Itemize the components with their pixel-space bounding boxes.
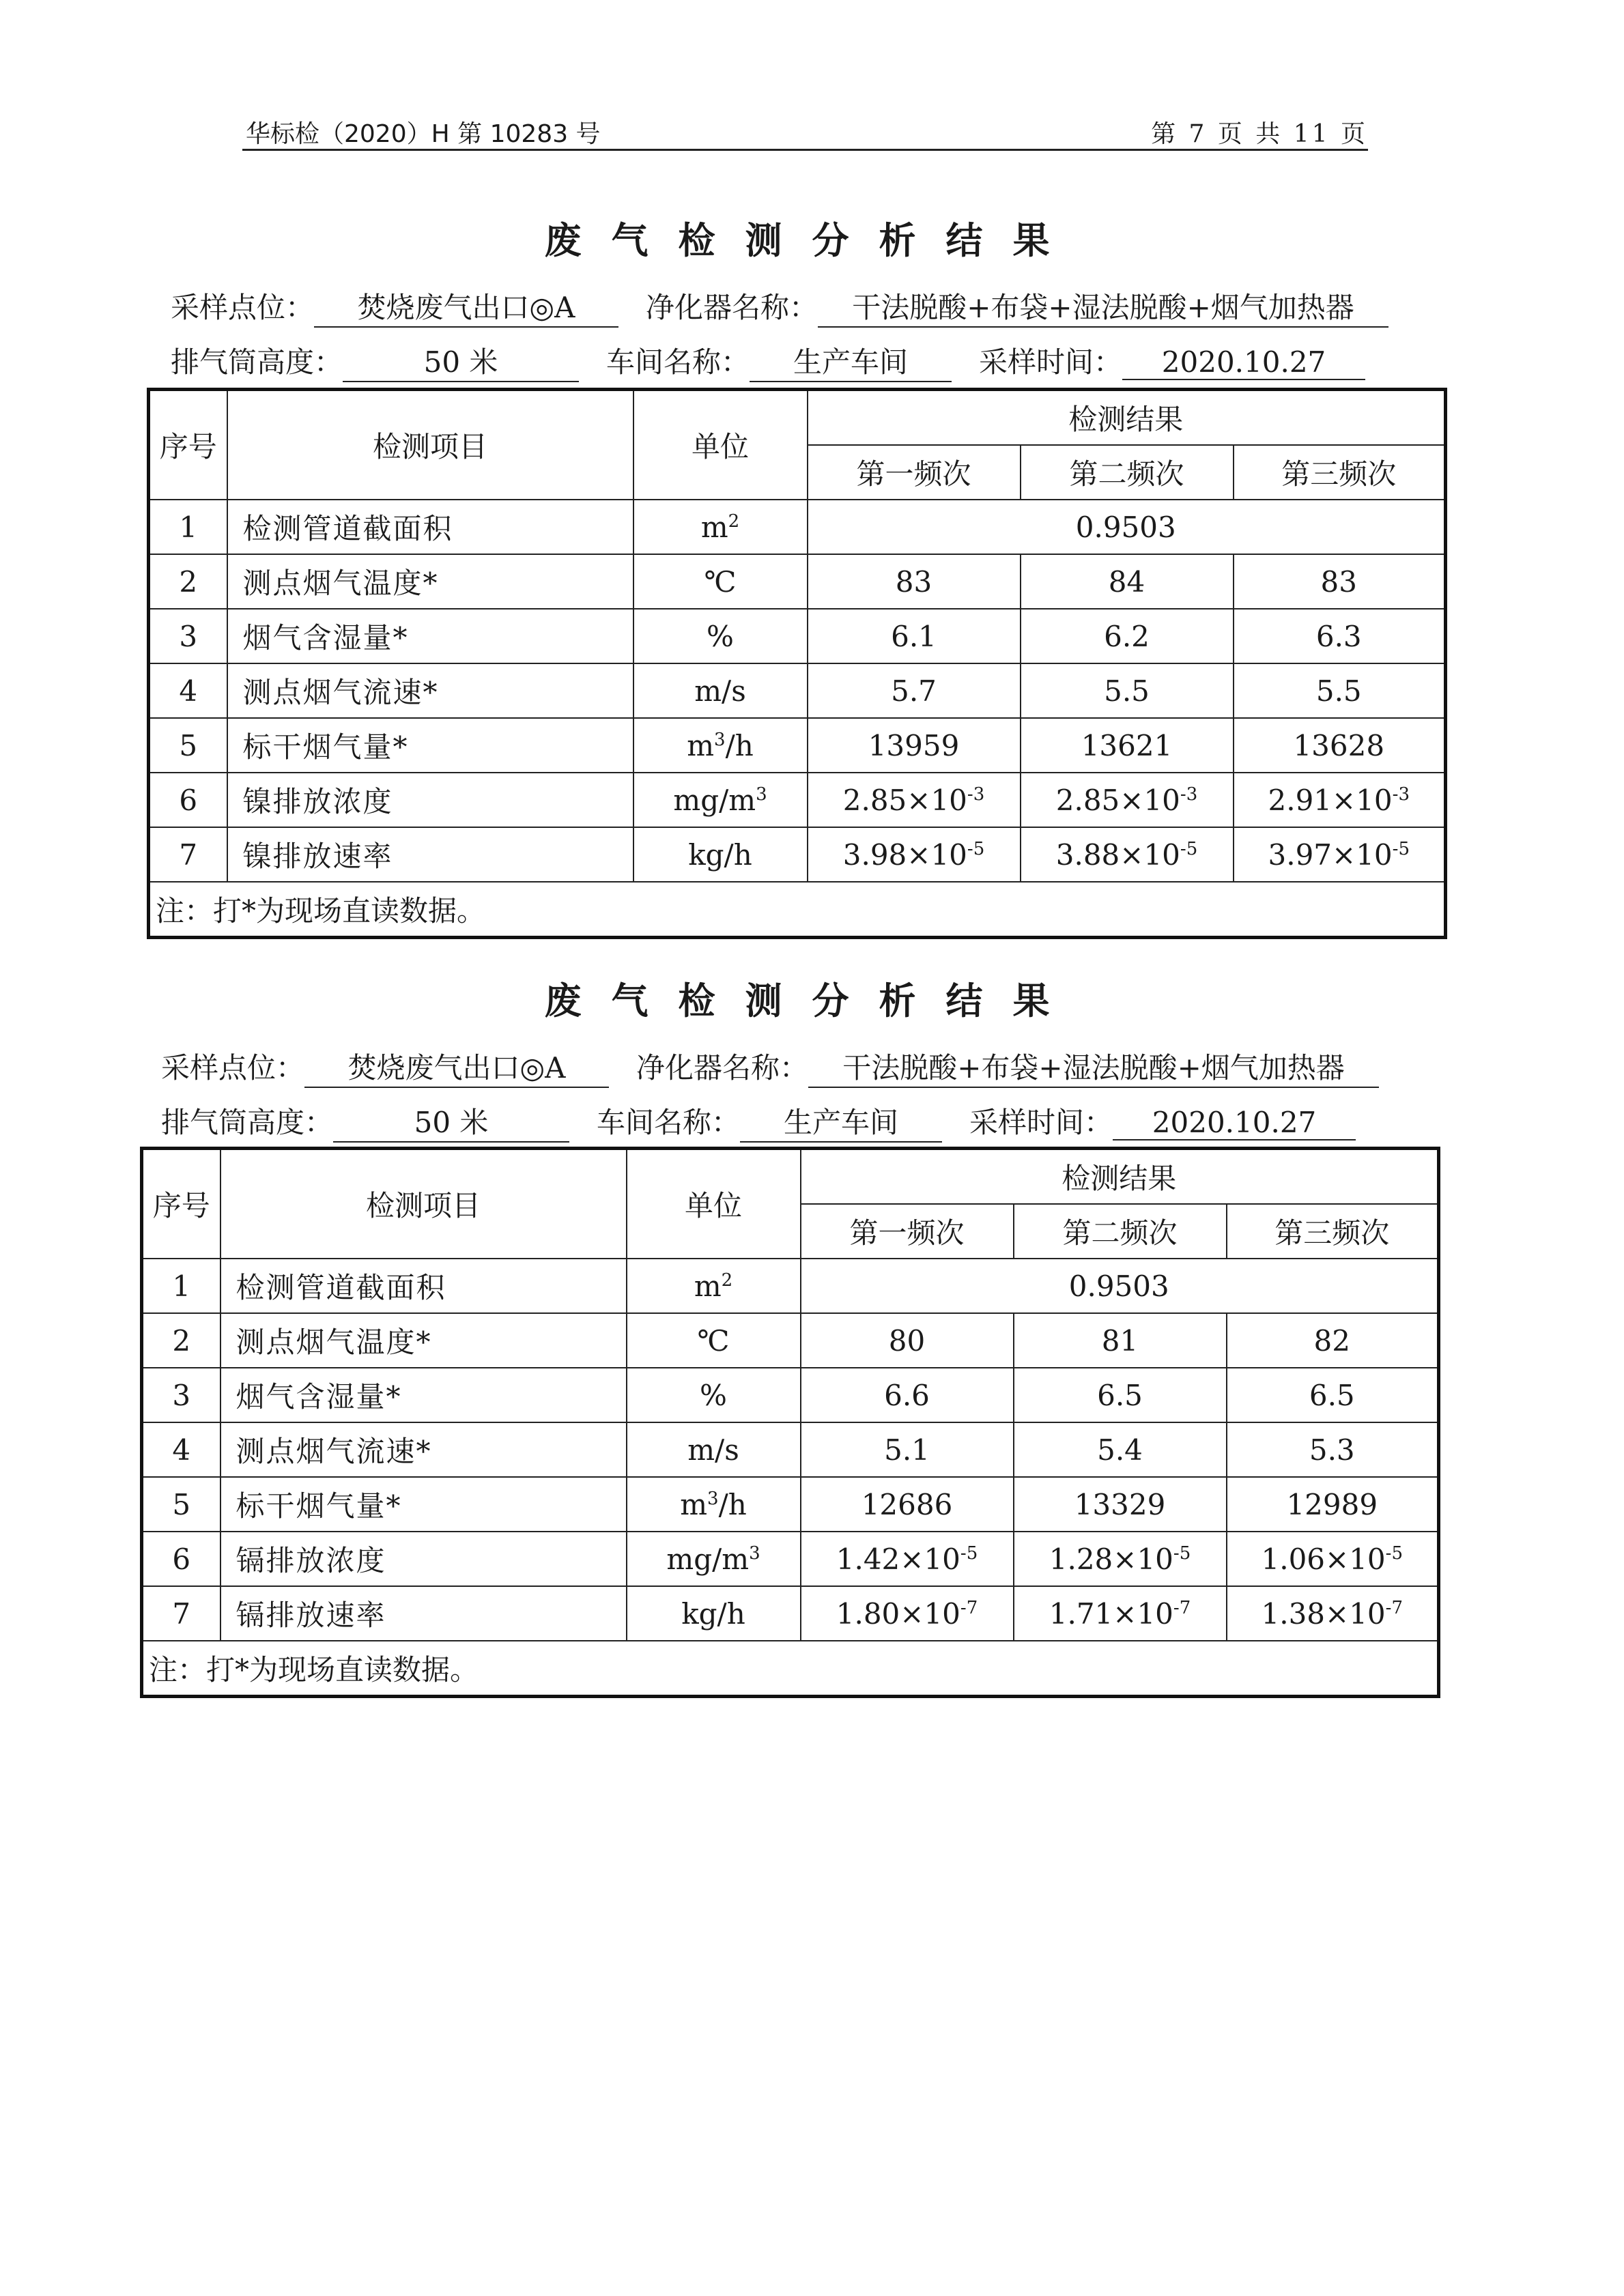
unit-base: m [687,728,715,762]
value-mantissa: 1.38×10 [1261,1596,1386,1631]
col-header-unit: 单位 [633,390,808,500]
value-exponent: -7 [1173,1597,1191,1618]
row-number: 3 [142,1368,220,1422]
item-name: 测点烟气温度* [220,1313,627,1368]
value-mantissa: 6.1 [891,619,937,653]
item-name: 镍排放速率 [227,827,633,882]
value-mantissa: 13621 [1081,728,1173,762]
value-mantissa: 1.71×10 [1049,1596,1173,1631]
value-exponent: -5 [960,1542,978,1564]
value-mantissa: 5.5 [1104,674,1150,708]
value-cell [1234,827,1446,882]
col-header-frequency: 第一频次 [808,445,1021,500]
value-cell [1021,773,1234,827]
value-exponent: -7 [1385,1597,1403,1618]
note-row [149,882,1446,938]
item-name: 测点烟气流速* [227,663,633,718]
header-divider [242,149,1368,151]
value-mantissa: 81 [1101,1323,1139,1358]
merged-value: 0.9503 [808,500,1446,554]
value-cell [1234,773,1446,827]
value-exponent: -5 [1173,1542,1191,1564]
value-mantissa: 83 [1320,564,1357,599]
value-cell [1234,554,1446,609]
unit-base: % [700,1378,727,1412]
unit-cell [627,1477,801,1532]
value-cell [1227,1477,1439,1532]
row-number: 5 [149,718,227,773]
row-number: 4 [149,663,227,718]
value-mantissa: 5.7 [891,674,937,708]
unit-cell [627,1422,801,1477]
value-mantissa: 82 [1313,1323,1350,1358]
stack-height-label: 排气筒高度： [161,1106,334,1139]
unit-cell [633,500,808,554]
value-cell [1021,827,1234,882]
value-cell [801,1313,1014,1368]
unit-base: kg/h [681,1596,745,1631]
row-number: 3 [149,609,227,663]
table-row [149,554,1446,609]
value-cell [1014,1532,1227,1586]
value-cell [808,663,1021,718]
col-header-frequency: 第三频次 [1234,445,1446,500]
table-row [149,609,1446,663]
note-row [142,1641,1439,1697]
value-mantissa: 6.6 [884,1378,930,1412]
value-cell [1021,663,1234,718]
value-cell [1227,1586,1439,1641]
info-line-stack [171,340,1365,382]
row-number: 2 [142,1313,220,1368]
value-mantissa: 6.2 [1104,619,1150,653]
row-number: 2 [149,554,227,609]
info-line-sampling [171,285,1388,328]
value-mantissa: 3.88×10 [1055,837,1180,872]
purifier-value: 干法脱酸+布袋+湿法脱酸+烟气加热器 [808,1046,1379,1088]
value-exponent: -3 [967,784,985,805]
item-name: 标干烟气量* [227,718,633,773]
unit-cell [633,718,808,773]
col-header-frequency: 第二频次 [1021,445,1234,500]
value-exponent: -5 [1180,838,1198,859]
unit-cell [633,773,808,827]
value-mantissa: 5.4 [1097,1433,1143,1467]
sampling-time-label: 采样时间： [979,345,1123,379]
value-exponent: -5 [1385,1542,1403,1564]
workshop-value: 生产车间 [740,1100,942,1143]
value-cell [1234,609,1446,663]
value-exponent: -5 [1392,838,1410,859]
info-line-sampling [161,1046,1379,1088]
value-mantissa: 2.85×10 [1055,783,1180,817]
header-row [149,390,1446,446]
unit-cell [633,609,808,663]
sampling-point-value: 焚烧废气出口◎A [304,1046,609,1088]
value-cell [808,827,1021,882]
value-cell [1227,1313,1439,1368]
value-mantissa: 12989 [1286,1487,1378,1521]
sampling-point-label: 采样点位： [161,1051,305,1085]
unit-cell [633,827,808,882]
value-mantissa: 13628 [1293,728,1385,762]
unit-cell [627,1586,801,1641]
value-mantissa: 5.3 [1309,1433,1355,1467]
value-cell [1021,554,1234,609]
workshop-label: 车间名称： [597,1106,741,1139]
value-exponent: -3 [1392,784,1410,805]
unit-base: ℃ [697,1323,730,1358]
unit-base: % [707,619,734,653]
row-number: 7 [149,827,227,882]
value-cell [801,1422,1014,1477]
unit-cell [627,1259,801,1313]
value-mantissa: 1.42×10 [836,1542,960,1576]
workshop-value: 生产车间 [750,340,952,382]
unit-cell [627,1532,801,1586]
unit-cell [633,554,808,609]
purifier-label: 净化器名称： [646,291,818,324]
stack-height-label: 排气筒高度： [171,345,343,379]
item-name: 镉排放浓度 [220,1532,627,1586]
unit-superscript: 3 [714,729,726,750]
value-mantissa: 3.98×10 [842,837,967,872]
col-header-no: 序号 [142,1149,220,1259]
table-row [142,1532,1439,1586]
unit-base: m [700,510,728,544]
unit-base: m/s [694,674,746,708]
unit-superscript: 2 [728,511,740,532]
row-number: 4 [142,1422,220,1477]
unit-cell [633,663,808,718]
value-cell [1021,718,1234,773]
value-mantissa: 84 [1108,564,1145,599]
page-indicator: 第 7 页 共 11 页 [1151,120,1368,148]
unit-superscript: 3 [749,1542,760,1564]
value-cell [808,554,1021,609]
value-mantissa: 13329 [1074,1487,1166,1521]
value-mantissa: 13959 [868,728,960,762]
value-exponent: -5 [967,838,985,859]
table-row [142,1477,1439,1532]
item-name: 标干烟气量* [220,1477,627,1532]
info-line-stack [161,1100,1356,1143]
item-name: 镍排放浓度 [227,773,633,827]
value-cell [1227,1368,1439,1422]
col-header-frequency: 第一频次 [801,1204,1014,1259]
sampling-time-value: 2020.10.27 [1122,345,1365,380]
unit-base: ℃ [704,564,737,599]
unit-tail: /h [718,1487,747,1521]
item-name: 烟气含湿量* [227,609,633,663]
value-mantissa: 12686 [861,1487,953,1521]
value-cell [801,1586,1014,1641]
value-cell [801,1532,1014,1586]
value-mantissa: 1.06×10 [1261,1542,1386,1576]
col-header-item: 检测项目 [220,1149,627,1259]
row-number: 6 [142,1532,220,1586]
value-mantissa: 6.5 [1097,1378,1143,1412]
report-title: 废气检测分析结果 [544,218,1080,262]
row-number: 1 [142,1259,220,1313]
row-number: 1 [149,500,227,554]
value-cell [1234,718,1446,773]
value-mantissa: 3.97×10 [1268,837,1393,872]
item-name: 检测管道截面积 [227,500,633,554]
report-title: 废气检测分析结果 [544,979,1080,1022]
unit-cell [627,1368,801,1422]
purifier-value: 干法脱酸+布袋+湿法脱酸+烟气加热器 [818,285,1388,328]
value-cell [801,1477,1014,1532]
row-number: 6 [149,773,227,827]
table-row [149,500,1446,554]
unit-tail: /h [725,728,754,762]
value-cell [1014,1477,1227,1532]
stack-height-value: 50 米 [333,1100,569,1143]
value-cell [1014,1368,1227,1422]
value-cell [1227,1532,1439,1586]
value-cell [808,718,1021,773]
sampling-point-label: 采样点位： [171,291,315,324]
value-cell [1014,1313,1227,1368]
value-mantissa: 6.3 [1315,619,1362,653]
value-exponent: -7 [960,1597,978,1618]
workshop-label: 车间名称： [606,345,750,379]
table-row [149,663,1446,718]
table-row [142,1586,1439,1641]
table-row [149,827,1446,882]
merged-value: 0.9503 [801,1259,1439,1313]
col-header-item: 检测项目 [227,390,633,500]
unit-base: kg/h [688,837,752,872]
table-note: 注：打*为现场直读数据。 [149,882,1446,938]
value-cell [1234,663,1446,718]
row-number: 5 [142,1477,220,1532]
item-name: 检测管道截面积 [220,1259,627,1313]
results-table [140,1147,1440,1698]
value-cell [1227,1422,1439,1477]
value-cell [1014,1422,1227,1477]
unit-cell [627,1313,801,1368]
value-cell [1014,1586,1227,1641]
value-cell [808,609,1021,663]
value-mantissa: 5.1 [884,1433,930,1467]
value-cell [801,1368,1014,1422]
item-name: 镉排放速率 [220,1586,627,1641]
value-mantissa: 83 [895,564,932,599]
unit-superscript: 3 [707,1488,719,1509]
col-header-frequency: 第二频次 [1014,1204,1227,1259]
table-row [142,1259,1439,1313]
report-number: 华标检（2020）H 第 10283 号 [246,120,601,148]
col-header-no: 序号 [149,390,227,500]
header-row [142,1149,1439,1205]
stack-height-value: 50 米 [343,340,579,382]
value-cell [1021,609,1234,663]
sampling-point-value: 焚烧废气出口◎A [314,285,618,328]
unit-base: mg/m [666,1542,750,1576]
value-cell [808,773,1021,827]
row-number: 7 [142,1586,220,1641]
unit-base: m/s [687,1433,739,1467]
unit-base: mg/m [673,783,756,817]
sampling-time-value: 2020.10.27 [1113,1106,1356,1140]
results-table [147,388,1447,939]
unit-base: m [680,1487,708,1521]
table-row [149,773,1446,827]
col-header-frequency: 第三频次 [1227,1204,1439,1259]
table-note: 注：打*为现场直读数据。 [142,1641,1439,1697]
value-mantissa: 1.28×10 [1049,1542,1173,1576]
table-row [142,1368,1439,1422]
item-name: 测点烟气流速* [220,1422,627,1477]
table-row [142,1422,1439,1477]
unit-base: m [694,1269,722,1303]
table-row [149,718,1446,773]
unit-superscript: 2 [721,1269,733,1291]
item-name: 测点烟气温度* [227,554,633,609]
col-header-results: 检测结果 [801,1149,1439,1205]
sampling-time-label: 采样时间： [969,1106,1113,1139]
col-header-results: 检测结果 [808,390,1446,446]
unit-superscript: 3 [756,784,767,805]
value-mantissa: 80 [888,1323,926,1358]
value-mantissa: 2.91×10 [1268,783,1393,817]
item-name: 烟气含湿量* [220,1368,627,1422]
value-mantissa: 2.85×10 [842,783,967,817]
value-mantissa: 1.80×10 [836,1596,960,1631]
value-mantissa: 6.5 [1309,1378,1355,1412]
value-exponent: -3 [1180,784,1198,805]
col-header-unit: 单位 [627,1149,801,1259]
value-mantissa: 5.5 [1315,674,1362,708]
purifier-label: 净化器名称： [636,1051,809,1085]
table-row [142,1313,1439,1368]
